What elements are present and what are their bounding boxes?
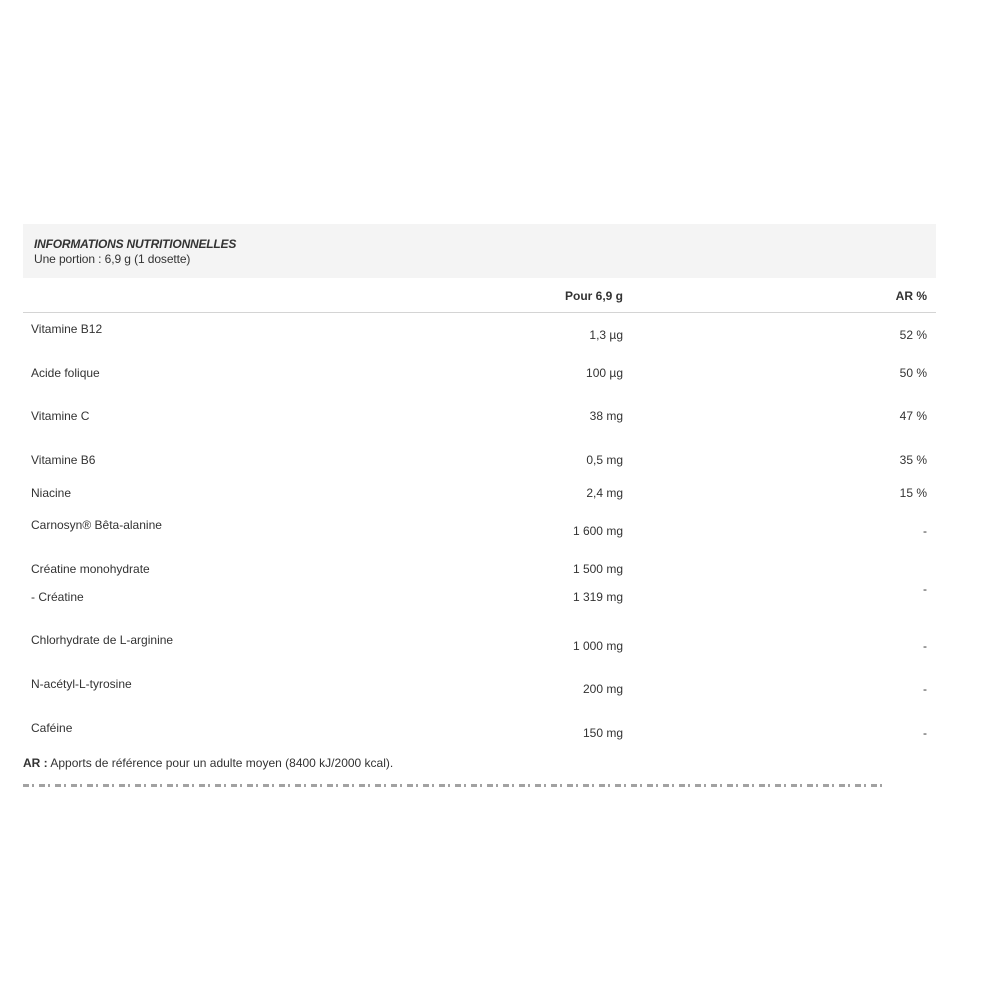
row-ar: 15 % xyxy=(899,486,927,500)
row-amount: 1 000 mg xyxy=(572,639,623,653)
row-name: Vitamine B12 xyxy=(31,322,103,336)
row-amount: 1 319 mg xyxy=(572,590,623,604)
row-name: Chlorhydrate de L-arginine xyxy=(31,633,174,647)
row-ar: 50 % xyxy=(899,366,927,380)
row-name: Créatine monohydrate xyxy=(31,562,150,576)
row-amount: 1 500 mg xyxy=(572,562,623,576)
column-header-ar: AR % xyxy=(895,289,927,303)
footnote-label: AR : xyxy=(23,756,48,770)
nutrition-panel xyxy=(23,224,936,313)
row-ar: - xyxy=(923,639,927,653)
row-amount: 38 mg xyxy=(589,409,623,423)
row-ar: 35 % xyxy=(899,453,927,467)
row-name: Vitamine C xyxy=(31,409,90,423)
row-amount: 100 µg xyxy=(586,366,623,380)
row-name: Acide folique xyxy=(31,366,100,380)
row-name: Carnosyn® Bêta-alanine xyxy=(31,518,162,532)
row-amount: 2,4 mg xyxy=(586,486,623,500)
nutrition-header xyxy=(23,224,936,278)
row-ar: - xyxy=(923,682,927,696)
row-amount: 150 mg xyxy=(582,726,623,740)
row-ar: 52 % xyxy=(899,328,927,342)
column-header-amount: Pour 6,9 g xyxy=(564,289,623,303)
row-ar: 47 % xyxy=(899,409,927,423)
row-ar: - xyxy=(923,726,927,740)
clipped-text-line xyxy=(23,784,883,787)
row-amount: 200 mg xyxy=(582,682,623,696)
footnote xyxy=(23,756,393,770)
row-name: N-acétyl-L-tyrosine xyxy=(31,677,132,691)
footnote-text: Apports de référence pour un adulte moyen (8400 kJ/2000 kcal). xyxy=(47,756,394,770)
row-amount: 0,5 mg xyxy=(586,453,623,467)
row-name: Niacine xyxy=(31,486,72,500)
column-headers xyxy=(23,278,936,313)
row-ar: - xyxy=(923,582,927,596)
row-name: - Créatine xyxy=(31,590,84,604)
row-amount: 1 600 mg xyxy=(572,524,623,538)
row-name: Caféine xyxy=(31,721,73,735)
nutrition-title: INFORMATIONS NUTRITIONNELLES xyxy=(34,237,237,251)
row-ar: - xyxy=(923,524,927,538)
row-amount: 1,3 µg xyxy=(589,328,623,342)
row-name: Vitamine B6 xyxy=(31,453,96,467)
serving-size: Une portion : 6,9 g (1 dosette) xyxy=(34,252,191,266)
